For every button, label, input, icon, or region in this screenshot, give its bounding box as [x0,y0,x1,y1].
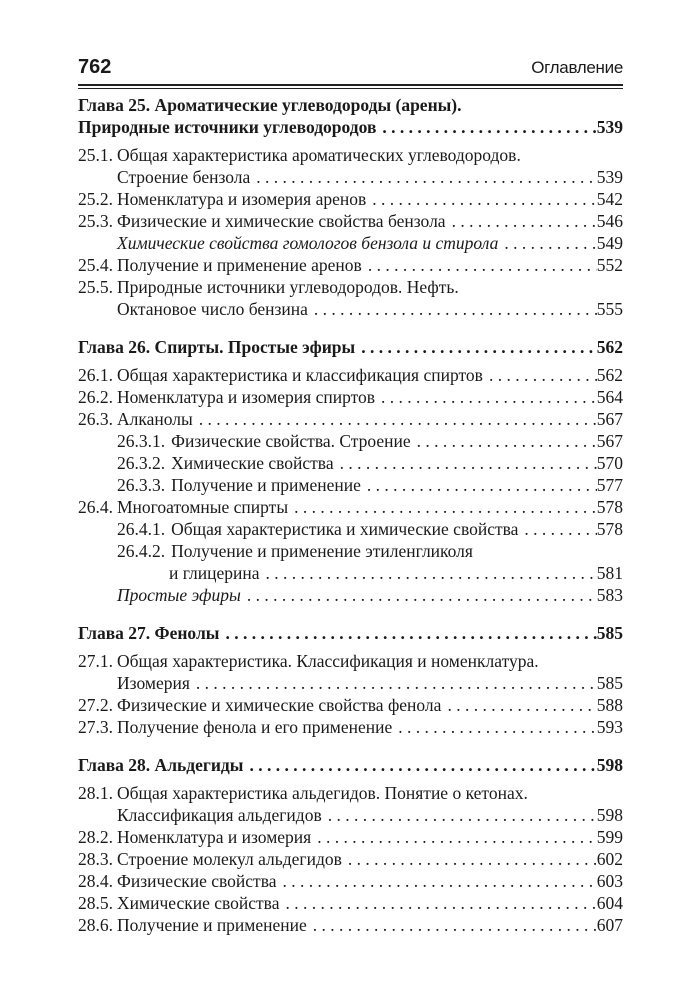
dot-leader [498,232,596,254]
toc-entry[interactable] [78,232,623,254]
entry-title: Классификация альдегидов [117,805,322,825]
section-number: 25.1. [78,145,113,165]
toc-line [78,474,623,496]
toc-line [78,166,623,188]
section-number: 26.4.2. [117,541,166,561]
toc-entry[interactable] [78,408,623,430]
dot-leader [311,826,597,848]
toc-line [78,584,623,606]
toc-chapter[interactable] [78,94,623,138]
toc-entry[interactable] [78,364,623,386]
toc-entry[interactable] [78,276,623,320]
toc-entry[interactable] [78,496,623,518]
toc-line [78,848,623,870]
page-number: 762 [78,56,112,78]
entry-page-number: 539 [596,167,623,187]
dot-leader [243,754,596,776]
table-of-contents [78,94,623,936]
section-number: 28.5. [78,893,113,913]
section-number: 25.2. [78,189,113,209]
entry-page-number: 598 [596,755,623,775]
dot-leader [361,474,597,496]
toc-entry[interactable] [78,188,623,210]
section-number: 26.3.1. [117,431,166,451]
dot-leader [392,716,596,738]
entry-title: Строение бензола [117,167,251,187]
section-number: 27.3. [78,717,113,737]
toc-entry[interactable] [78,650,623,694]
dot-leader [241,584,597,606]
dot-leader [375,386,597,408]
toc-line [78,562,623,584]
toc-chapter[interactable] [78,336,623,358]
toc-entry[interactable] [78,848,623,870]
section-number: 28.2. [78,827,113,847]
entry-title: Получение и применение аренов [117,255,362,275]
entry-title: Химические свойства [171,453,334,473]
toc-line [78,672,623,694]
toc-chapter[interactable] [78,622,623,644]
header-rule-thin [78,88,623,89]
entry-title: Химические свойства гомологов бензола и стирола [117,233,499,253]
toc-line [78,336,623,358]
entry-title: Алканолы [117,409,193,429]
toc-line [78,540,623,562]
header-rule [78,84,623,86]
entry-page-number: 603 [596,871,623,891]
entry-page-number: 570 [596,453,623,473]
entry-title: Физические и химические свойства фенола [117,695,442,715]
dot-leader [334,452,597,474]
toc-line [78,826,623,848]
section-number: 26.2. [78,387,113,407]
toc-entry[interactable] [78,254,623,276]
toc-entry[interactable] [78,892,623,914]
dot-leader [518,518,596,540]
toc-line [78,804,623,826]
entry-page-number: 585 [596,623,623,643]
section-number: 28.4. [78,871,113,891]
entry-page-number: 577 [596,475,623,495]
toc-entry[interactable] [78,782,623,826]
dot-leader [355,336,597,358]
toc-line [78,386,623,408]
toc-line [78,364,623,386]
toc-line [78,188,623,210]
toc-line [78,276,623,298]
toc-line [78,430,623,452]
section-number: 28.6. [78,915,113,935]
toc-line [78,870,623,892]
dot-leader [219,622,596,644]
toc-entry[interactable] [78,716,623,738]
section-number: 28.1. [78,783,113,803]
toc-entry[interactable] [78,386,623,408]
entry-title: Природные источники углеводородов. Нефть. [117,277,459,297]
entry-title: Общая характеристика альдегидов. Понятие о кетонах. [117,783,528,803]
toc-line [78,914,623,936]
entry-title: Строение молекул альдегидов [117,849,342,869]
toc-line [78,716,623,738]
toc-line [78,782,623,804]
toc-entry[interactable] [78,144,623,188]
dot-leader [366,188,597,210]
section-number: 26.1. [78,365,113,385]
toc-line [78,210,623,232]
toc-line [78,116,623,138]
toc-line [78,408,623,430]
section-number: 27.1. [78,651,113,671]
toc-entry[interactable] [78,210,623,232]
entry-title: Получение и применение этиленгликоля [171,541,473,561]
entry-title: Химические свойства [117,893,280,913]
toc-line [78,892,623,914]
section-number: 26.4.1. [117,519,166,539]
entry-page-number: 585 [596,673,623,693]
entry-title: Общая характеристика и классификация спиртов [117,365,483,385]
entry-title: Получение и применение [171,475,361,495]
entry-page-number: 549 [596,233,623,253]
dot-leader [279,892,596,914]
toc-entry[interactable] [78,452,623,474]
entry-title: Октановое число бензина [117,299,308,319]
section-number: 25.5. [78,277,113,297]
toc-entry[interactable] [78,826,623,848]
entry-title: Физические свойства [117,871,277,891]
entry-page-number: 562 [596,365,623,385]
dot-leader [308,298,597,320]
entry-title: Физические и химические свойства бензола [117,211,446,231]
dot-leader [190,672,597,694]
entry-title: Глава 27. Фенолы [78,623,220,643]
toc-entry[interactable] [78,914,623,936]
entry-page-number: 583 [596,585,623,605]
toc-line [78,94,623,116]
page-header [78,52,623,82]
toc-line [78,754,623,776]
entry-page-number: 607 [596,915,623,935]
section-number: 25.3. [78,211,113,231]
dot-leader [307,914,597,936]
toc-line [78,452,623,474]
entry-page-number: 562 [596,337,623,357]
dot-leader [342,848,597,870]
toc-line [78,298,623,320]
entry-title: Общая характеристика. Классификация и номенклатура. [117,651,539,671]
dot-leader [322,804,597,826]
entry-page-number: 578 [596,497,623,517]
dot-leader [193,408,597,430]
entry-title: Глава 25. Ароматические углеводороды (арены). [78,95,462,115]
entry-page-number: 555 [596,299,623,319]
entry-title: Природные источники углеводородов [78,117,377,137]
toc-line [78,496,623,518]
entry-title: Номенклатура и изомерия спиртов [117,387,376,407]
toc-line [78,694,623,716]
toc-entry[interactable] [78,694,623,716]
entry-title: Изомерия [117,673,190,693]
section-number: 27.2. [78,695,113,715]
dot-leader [288,496,597,518]
entry-page-number: 578 [596,519,623,539]
entry-page-number: 581 [596,563,623,583]
dot-leader [446,210,597,232]
toc-line [78,254,623,276]
dot-leader [376,116,596,138]
entry-page-number: 539 [596,117,623,137]
entry-page-number: 604 [596,893,623,913]
dot-leader [250,166,596,188]
entry-page-number: 567 [596,431,623,451]
entry-page-number: 546 [596,211,623,231]
entry-page-number: 552 [596,255,623,275]
section-number: 28.3. [78,849,113,869]
entry-title: Номенклатура и изомерия аренов [117,189,367,209]
entry-page-number: 588 [596,695,623,715]
entry-title: Номенклатура и изомерия [117,827,312,847]
dot-leader [441,694,596,716]
entry-page-number: 599 [596,827,623,847]
toc-chapter[interactable] [78,754,623,776]
dot-leader [411,430,597,452]
entry-title: Получение и применение [117,915,307,935]
running-title: Оглавление [531,58,623,77]
toc-entry[interactable] [78,870,623,892]
toc-entry[interactable] [78,474,623,496]
toc-entry[interactable] [78,518,623,540]
entry-title: Глава 26. Спирты. Простые эфиры [78,337,356,357]
toc-line [78,144,623,166]
entry-title: и глицерина [169,563,260,583]
toc-entry[interactable] [78,540,623,584]
entry-title: Глава 28. Альдегиды [78,755,244,775]
entry-title: Физические свойства. Строение [171,431,411,451]
toc-entry[interactable] [78,584,623,606]
toc-line [78,518,623,540]
section-number: 25.4. [78,255,113,275]
entry-title: Многоатомные спирты [117,497,289,517]
toc-line [78,232,623,254]
entry-title: Получение фенола и его применение [117,717,393,737]
dot-leader [483,364,597,386]
entry-page-number: 567 [596,409,623,429]
entry-page-number: 564 [596,387,623,407]
section-number: 26.3. [78,409,113,429]
entry-page-number: 593 [596,717,623,737]
toc-entry[interactable] [78,430,623,452]
section-number: 26.3.3. [117,475,166,495]
dot-leader [277,870,597,892]
entry-title: Общая характеристика и химические свойства [171,519,519,539]
entry-title: Общая характеристика ароматических углеводородов. [117,145,521,165]
toc-line [78,622,623,644]
entry-page-number: 542 [596,189,623,209]
dot-leader [362,254,597,276]
entry-page-number: 602 [596,849,623,869]
toc-line [78,650,623,672]
entry-page-number: 598 [596,805,623,825]
entry-title: Простые эфиры [117,585,241,605]
dot-leader [260,562,597,584]
section-number: 26.4. [78,497,113,517]
section-number: 26.3.2. [117,453,166,473]
